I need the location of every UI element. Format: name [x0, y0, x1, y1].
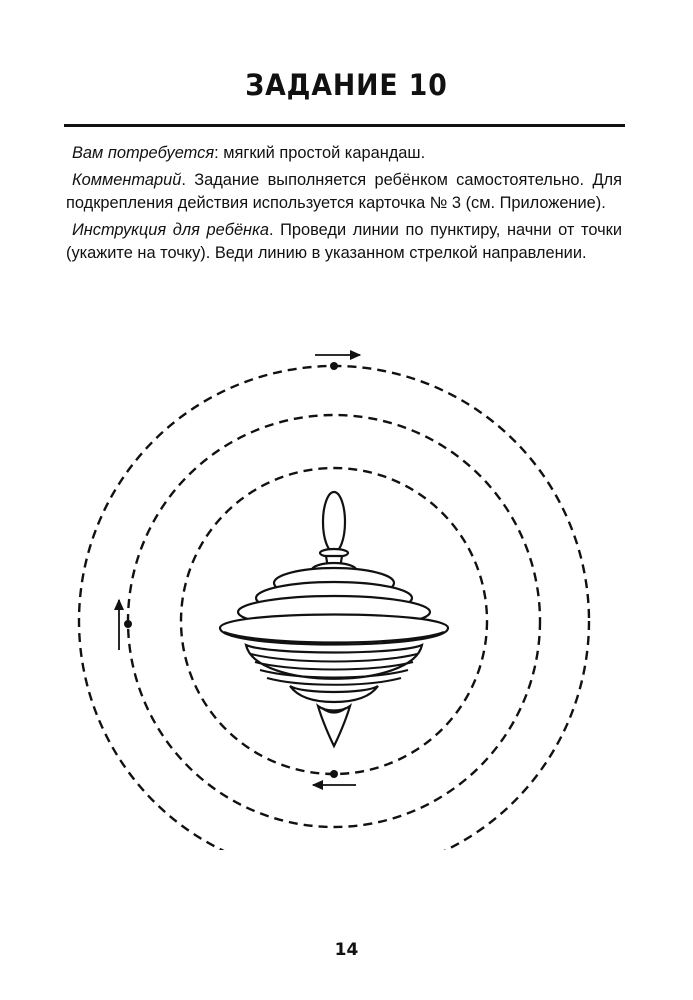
tracing-illustration [0, 330, 693, 850]
instruction-paragraph [66, 219, 622, 266]
instructions-block [66, 142, 622, 269]
title-underline [64, 124, 625, 127]
needed-label: Вам потребуется [72, 144, 215, 162]
instruction-label: Инструкция для ребёнка [72, 220, 269, 239]
page-number: 14 [334, 940, 359, 960]
needed-text: : мягкий простой карандаш. [214, 144, 426, 162]
comment-paragraph [66, 169, 622, 216]
instruction-text: . Проведи линии по пунктиру, начни от точки (укажите на точку). Веди линию в указанном стрелкой направлении. [66, 220, 622, 263]
page-title: ЗАДАНИЕ 10 [245, 68, 448, 102]
comment-label: Комментарий [72, 170, 182, 189]
start-dot-inner [330, 770, 338, 778]
comment-text: . Задание выполняется ребёнком самостоятельно. Для подкрепления действия используется карточка № 3 (см. Приложение). [66, 170, 622, 213]
spinning-top-illustration [220, 492, 448, 746]
start-dot-middle [124, 620, 132, 628]
needed-paragraph [66, 142, 622, 166]
start-dot-outer [330, 362, 338, 370]
